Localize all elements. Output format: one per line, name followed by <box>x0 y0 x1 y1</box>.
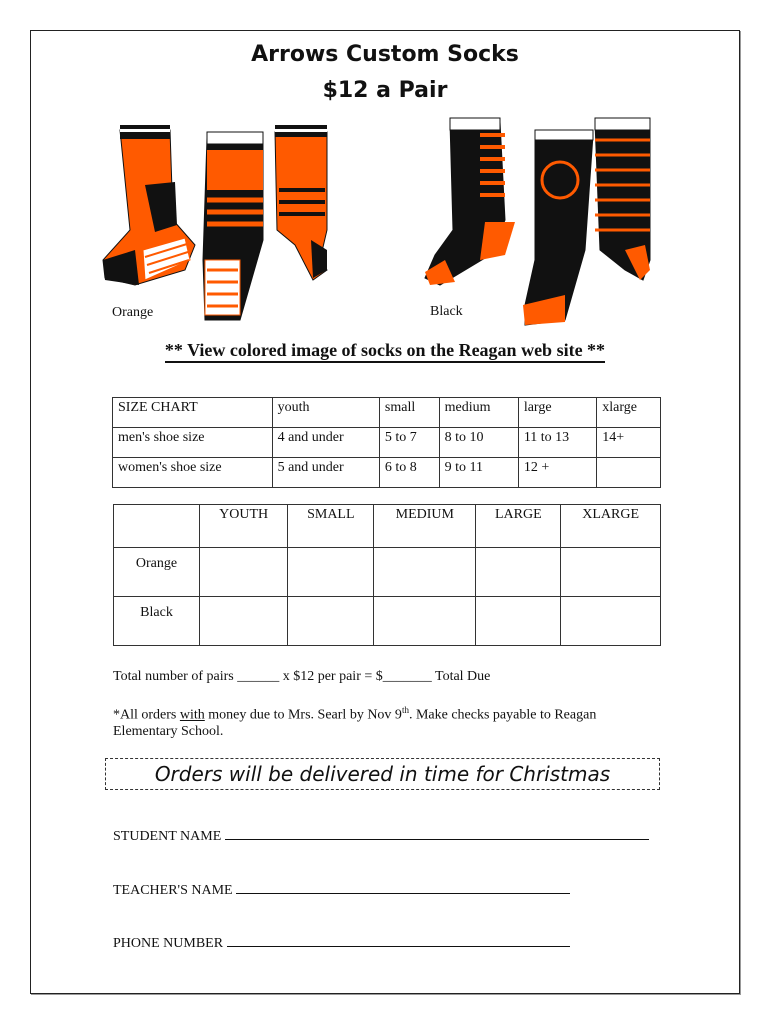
phone-number-field[interactable] <box>113 932 570 952</box>
table-row <box>113 428 661 458</box>
sock-illustrations <box>95 110 655 335</box>
orange-sock-right <box>275 125 327 280</box>
black-sock-right <box>595 118 650 280</box>
order-table <box>113 504 661 646</box>
teacher-blank[interactable] <box>236 879 570 894</box>
size-cell: 4 and under <box>272 428 379 458</box>
orange-sock-middle <box>203 132 263 320</box>
student-label: STUDENT NAME <box>113 829 222 844</box>
total-line: Total number of pairs ______ x $12 per pair = $_______ Total Due <box>113 669 491 684</box>
header-cell <box>114 505 200 548</box>
student-blank[interactable] <box>225 825 649 840</box>
note-suffix: . Make checks payable to Reagan <box>408 707 597 723</box>
size-cell: men's shoe size <box>113 428 273 458</box>
quantity-cell[interactable] <box>561 548 661 597</box>
size-cell <box>597 458 661 488</box>
table-row <box>114 597 661 646</box>
size-cell: small <box>379 398 439 428</box>
size-cell: 12 + <box>518 458 596 488</box>
size-cell: large <box>518 398 596 428</box>
size-cell: xlarge <box>597 398 661 428</box>
teacher-name-field[interactable] <box>113 879 570 899</box>
header-cell: MEDIUM <box>374 505 476 548</box>
quantity-cell[interactable] <box>200 548 288 597</box>
header-cell: LARGE <box>476 505 561 548</box>
socks-image <box>95 110 655 335</box>
size-cell: 11 to 13 <box>518 428 596 458</box>
quantity-cell[interactable] <box>561 597 661 646</box>
page-title: Arrows Custom Socks <box>251 42 519 67</box>
teacher-label: TEACHER'S NAME <box>113 883 233 898</box>
note-sup: th <box>401 705 409 715</box>
website-note-text: ** View colored image of socks on the Reagan web site ** <box>165 340 605 363</box>
phone-label: PHONE NUMBER <box>113 936 224 951</box>
size-cell: medium <box>439 398 518 428</box>
student-name-field[interactable] <box>113 825 649 845</box>
row-label-black: Black <box>114 597 200 646</box>
row-label-orange: Orange <box>114 548 200 597</box>
header-cell: SMALL <box>288 505 374 548</box>
delivery-banner: Orders will be delivered in time for Christmas <box>105 758 660 790</box>
note-middle: money due to Mrs. Searl by Nov 9 <box>204 707 402 723</box>
quantity-cell[interactable] <box>288 548 374 597</box>
note-prefix: *All orders <box>113 707 180 723</box>
size-cell: youth <box>272 398 379 428</box>
table-row <box>114 548 661 597</box>
black-caption: Black <box>430 304 463 319</box>
quantity-cell[interactable] <box>200 597 288 646</box>
size-cell: 5 to 7 <box>379 428 439 458</box>
size-cell: 8 to 10 <box>439 428 518 458</box>
table-row <box>114 505 661 548</box>
black-sock-middle <box>523 130 593 325</box>
size-chart-table <box>112 397 661 488</box>
size-cell: SIZE CHART <box>113 398 273 428</box>
size-cell: women's shoe size <box>113 458 273 488</box>
payment-note <box>113 705 673 740</box>
header-cell: YOUTH <box>200 505 288 548</box>
size-cell: 14+ <box>597 428 661 458</box>
orange-sock-left <box>103 125 195 285</box>
table-row <box>113 458 661 488</box>
quantity-cell[interactable] <box>476 548 561 597</box>
size-cell: 5 and under <box>272 458 379 488</box>
quantity-cell[interactable] <box>288 597 374 646</box>
size-cell: 6 to 8 <box>379 458 439 488</box>
quantity-cell[interactable] <box>476 597 561 646</box>
quantity-cell[interactable] <box>374 597 476 646</box>
black-sock-left <box>425 118 515 285</box>
price-subtitle: $12 a Pair <box>322 78 448 103</box>
table-row <box>113 398 661 428</box>
website-note <box>0 340 770 361</box>
quantity-cell[interactable] <box>374 548 476 597</box>
phone-blank[interactable] <box>227 932 570 947</box>
note-underlined: with <box>179 707 205 723</box>
orange-caption: Orange <box>112 305 154 320</box>
header-cell: XLARGE <box>561 505 661 548</box>
note-line2: Elementary School. <box>113 723 224 739</box>
size-cell: 9 to 11 <box>439 458 518 488</box>
